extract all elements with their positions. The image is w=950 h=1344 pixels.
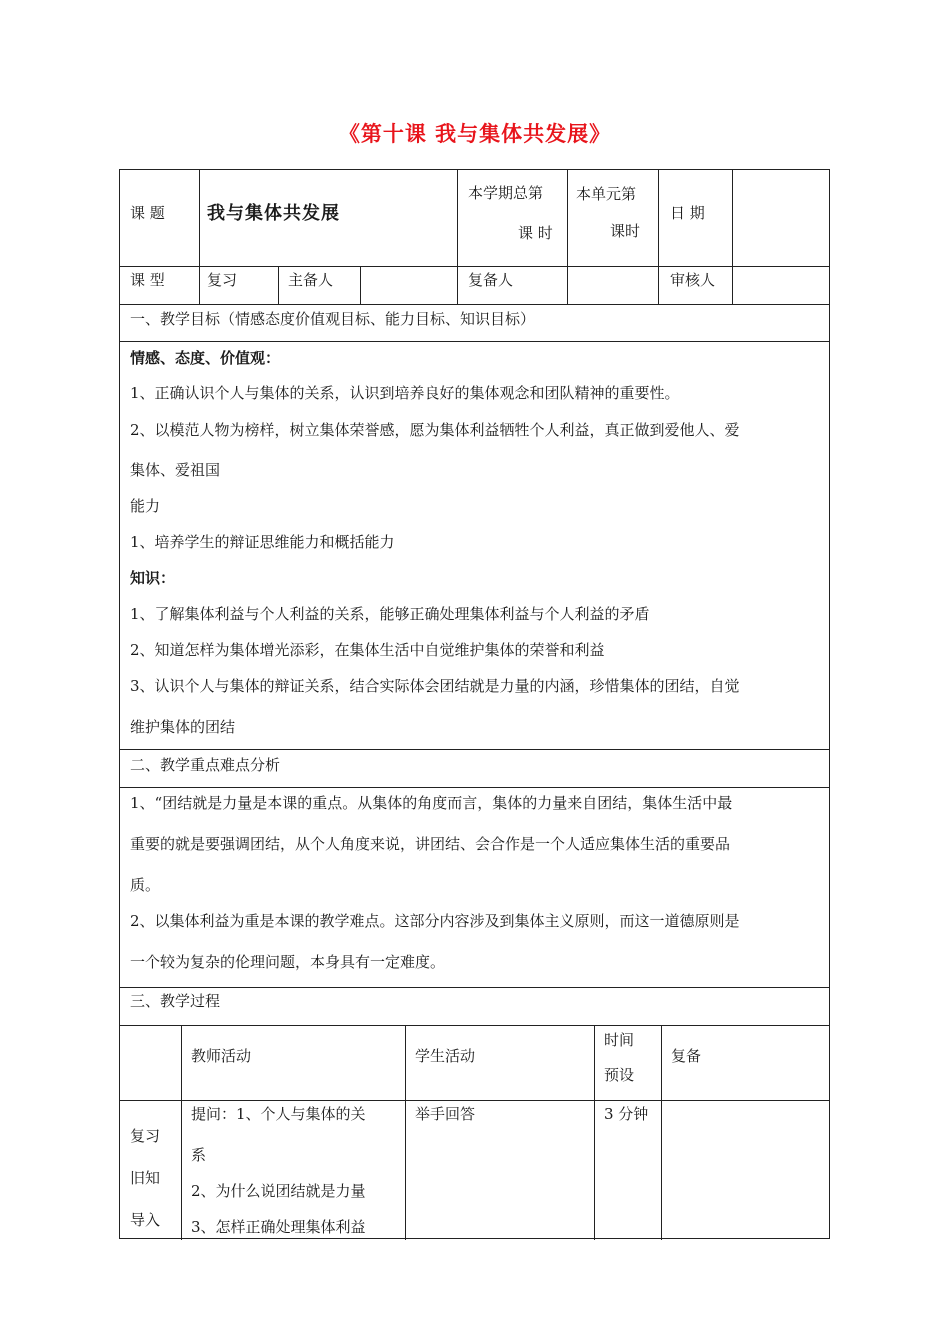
analysis-text: 重要的就是要强调团结，从个人角度来说，讲团结、会合作是一个人适应集体生活的重要品	[130, 835, 731, 853]
unit-label: 本单元第	[576, 185, 637, 203]
zhubei-label: 主备人	[288, 271, 334, 289]
analysis-text: 一个较为复杂的伦理问题，本身具有一定难度。	[130, 953, 446, 971]
column-divider	[199, 170, 200, 266]
row-divider	[120, 749, 829, 750]
teacher-activity: 系	[191, 1146, 207, 1164]
unit-label-unit: 课时	[610, 222, 641, 240]
document-title: 《第十课 我与集体共发展》	[338, 121, 612, 146]
ability-heading: 能力	[130, 497, 161, 515]
row-divider	[120, 341, 829, 342]
col-header-teacher: 教师活动	[191, 1047, 252, 1065]
ke-ti-value: 我与集体共发展	[207, 203, 340, 224]
teacher-activity: 提问：1、个人与集体的关	[191, 1105, 366, 1123]
analysis-text: 1、“团结就是力量是本课的重点。从集体的角度而言，集体的力量来自团结，集体生活中最	[130, 794, 733, 812]
row-divider	[120, 787, 829, 788]
emotion-item: 2、以模范人物为榜样，树立集体荣誉感，愿为集体利益牺牲个人利益，真正做到爱他人、爱	[130, 421, 740, 439]
ke-xing-label: 课 型	[130, 271, 165, 289]
section-heading: 一、教学目标（情感态度价值观目标、能力目标、知识目标）	[130, 310, 536, 328]
knowledge-item: 3、认识个人与集体的辩证关系，结合实际体会团结就是力量的内涵，珍惜集体的团结，自觉	[130, 677, 740, 695]
column-divider	[594, 1025, 595, 1240]
column-divider	[181, 1025, 182, 1240]
column-divider	[567, 170, 568, 266]
column-divider	[658, 266, 659, 304]
lesson-plan-table	[119, 169, 830, 1239]
column-divider	[360, 266, 361, 304]
emotion-heading: 情感、态度、价值观：	[130, 349, 281, 367]
emotion-item-cont: 集体、爱祖国	[130, 461, 221, 479]
knowledge-item: 1、了解集体利益与个人利益的关系，能够正确处理集体利益与个人利益的矛盾	[130, 605, 650, 623]
column-divider	[658, 170, 659, 266]
emotion-item: 1、正确认识个人与集体的关系，认识到培养良好的集体观念和团队精神的重要性。	[130, 384, 680, 402]
teacher-activity: 2、为什么说团结就是力量	[191, 1182, 366, 1200]
row-divider	[120, 266, 829, 267]
section-heading: 二、教学重点难点分析	[130, 756, 281, 774]
col-header-time: 时间	[604, 1031, 635, 1049]
col-header-fubei: 复备	[671, 1047, 702, 1065]
col-header-time-cont: 预设	[604, 1066, 635, 1084]
ability-item: 1、培养学生的辩证思维能力和概括能力	[130, 533, 395, 551]
column-divider	[457, 266, 458, 304]
row-divider	[120, 987, 829, 988]
student-activity: 举手回答	[415, 1105, 476, 1123]
col-header-student: 学生活动	[415, 1047, 476, 1065]
column-divider	[278, 266, 279, 304]
column-divider	[457, 170, 458, 266]
semester-label-unit: 课 时	[518, 224, 553, 242]
knowledge-heading: 知识：	[130, 569, 176, 587]
semester-label: 本学期总第	[468, 184, 544, 202]
shenhe-label: 审核人	[670, 271, 716, 289]
section-heading: 三、教学过程	[130, 992, 221, 1010]
row-divider	[120, 304, 829, 305]
knowledge-item-cont: 维护集体的团结	[130, 718, 236, 736]
column-divider	[732, 170, 733, 266]
row-divider	[120, 1025, 829, 1026]
row-divider	[120, 1100, 829, 1101]
fubei-label: 复备人	[468, 271, 514, 289]
column-divider	[405, 1025, 406, 1240]
date-label: 日 期	[670, 204, 705, 222]
stage-label: 旧知	[130, 1169, 161, 1187]
analysis-text: 质。	[130, 876, 161, 894]
teacher-activity: 3、怎样正确处理集体利益	[191, 1218, 366, 1236]
stage-label: 复习	[130, 1127, 161, 1145]
column-divider	[661, 1025, 662, 1240]
stage-label: 导入	[130, 1211, 161, 1229]
knowledge-item: 2、知道怎样为集体增光添彩，在集体生活中自觉维护集体的荣誉和利益	[130, 641, 605, 659]
analysis-text: 2、以集体利益为重是本课的教学难点。这部分内容涉及到集体主义原则，而这一道德原则是	[130, 912, 740, 930]
column-divider	[199, 266, 200, 304]
column-divider	[567, 266, 568, 304]
time-preset: 3 分钟	[604, 1105, 649, 1123]
ke-ti-label: 课 题	[130, 204, 165, 222]
column-divider	[732, 266, 733, 304]
ke-xing-value: 复习	[207, 271, 238, 289]
